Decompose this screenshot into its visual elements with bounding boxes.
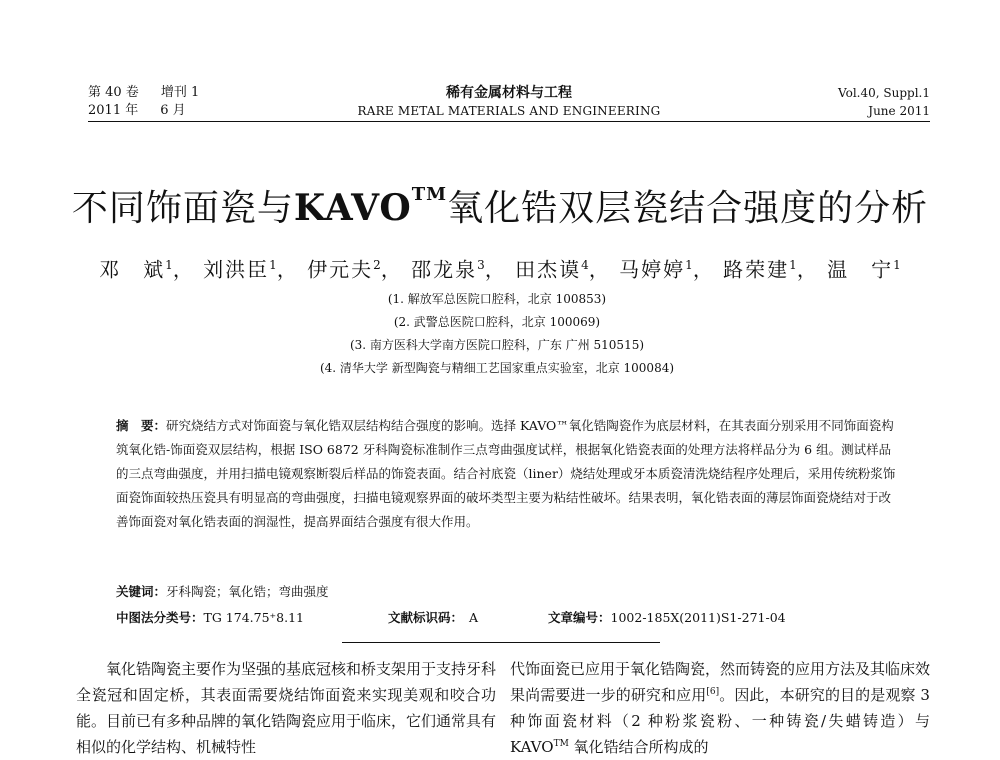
- supplement-cn: 增刊 1: [160, 85, 200, 100]
- author-name: 马婷婷: [619, 257, 686, 282]
- keywords-label: 关键词：: [116, 584, 167, 599]
- author-name: 路荣建: [723, 257, 790, 282]
- author: 马婷婷$^1$，: [619, 257, 715, 282]
- author-name: 邓 斌: [99, 257, 166, 282]
- citation-ref: [6]: [706, 687, 720, 697]
- author: [827, 252, 901, 283]
- header-center: [88, 84, 930, 120]
- title-brand: [293, 184, 448, 229]
- header-right: [838, 84, 930, 120]
- article-id-value: 1002-185X(2011)S1-271-04: [610, 610, 786, 625]
- month-cn: 6 月: [160, 103, 186, 118]
- document-code-label: 文献标识码：: [388, 610, 464, 625]
- keywords: [116, 582, 329, 602]
- title-trademark: TM: [411, 184, 448, 205]
- author-list: [0, 252, 1000, 283]
- document-code-field: [388, 608, 478, 628]
- author: 伊元夫$^2$，: [307, 257, 403, 282]
- title-brand-text: KAVO: [293, 187, 412, 229]
- volume-cn: 第 40 卷: [88, 85, 139, 100]
- clc-value: TG 174.75⁺8.11: [203, 610, 304, 625]
- abstract-text: 研究烧结方式对饰面瓷与氧化锆双层结构结合强度的影响。选择 KAVO™氧化锆陶瓷作为底层材料，在其表面分别采用不同饰面瓷构筑氧化锆-饰面瓷双层结构，根据 ISO 6872 牙科陶瓷标准制作三点弯曲强度试样，根据氧化锆瓷表面的处理方法将样品分为 6 组。测试样品的三点弯曲强度，并用扫描电镜观察断裂后样品的饰瓷表面。结合衬底瓷（liner）烧结处理或牙本质瓷清洗烧结程序处理后，采用传统粉浆饰面瓷饰面较热压瓷具有明显高的弯曲强度，扫描电镜观察界面的破坏类型主要为粘结性破坏。结果表明，氧化锆表面的薄层饰面瓷烧结对于改善饰面瓷对氧化锆表面的润湿性，提高界面结合强度有很大作用。: [116, 418, 896, 529]
- header-rule: [88, 121, 930, 122]
- abstract: [116, 414, 896, 534]
- author-affiliation-mark: 2: [373, 258, 381, 272]
- author: 邵龙泉$^3$，: [411, 257, 507, 282]
- author-affiliation-mark: 1: [165, 258, 173, 272]
- journal-title-en: RARE METAL MATERIALS AND ENGINEERING: [357, 104, 661, 118]
- author-affiliation-mark: 1: [685, 258, 693, 272]
- section-separator: [342, 642, 660, 643]
- title-post: 氧化锆双层瓷结合强度的分析: [447, 188, 929, 229]
- paper-title: [0, 186, 1000, 231]
- affiliation: (4. 清华大学 新型陶瓷与精细工艺国家重点实验室，北京 100084): [319, 361, 675, 375]
- author-affiliation-mark: 4: [581, 258, 589, 272]
- body-trademark: TM: [553, 739, 569, 749]
- affiliation: (3. 南方医科大学南方医院口腔科，广东 广州 510515): [349, 338, 645, 352]
- body-right-part-1: 代饰面瓷已应用于氧化锆陶瓷，然而铸瓷的应用方法及其临床效果尚需要进一步的研究和应用: [510, 660, 931, 704]
- body-column-right: [510, 656, 930, 760]
- author-affiliation-mark: 1: [269, 258, 277, 272]
- author: 田杰谟$^4$，: [515, 257, 611, 282]
- author-name: 刘洪臣: [203, 257, 270, 282]
- document-code-value: A: [469, 610, 479, 625]
- author-name: 邵龙泉: [411, 257, 478, 282]
- body-column-left: 氧化锆陶瓷主要作为坚强的基底冠核和桥支架用于支持牙科全瓷冠和固定桥，其表面需要烧结饰面瓷来实现美观和咬合功能。目前已有多种品牌的氧化锆陶瓷应用于临床，它们通常具有相似的化学结构、机械特性: [76, 660, 497, 756]
- journal-title-cn: 稀有金属材料与工程: [446, 85, 572, 101]
- volume-en: Vol.40, Suppl.1: [838, 86, 930, 100]
- author-name: 伊元夫: [307, 257, 374, 282]
- abstract-label: 摘 要：: [116, 418, 167, 433]
- body-right-part-3: 氧化锆结合所构成的: [568, 738, 709, 756]
- clc-field: [116, 608, 304, 628]
- body-right-part-2: 。因此，本研究的目的是观察 3 种饰面瓷材料（2 种粉浆瓷粉、一种铸瓷/失蜡铸造）与 KAVO: [510, 686, 930, 756]
- clc-label: 中图法分类号：: [116, 610, 204, 625]
- author-name: 温 宁: [827, 257, 894, 282]
- title-pre: 不同饰面瓷与: [71, 188, 294, 229]
- affiliation: (2. 武警总医院口腔科，北京 100069): [393, 315, 601, 329]
- author-name: 田杰谟: [515, 257, 582, 282]
- author: 刘洪臣$^1$，: [203, 257, 299, 282]
- author-affiliation-mark: 3: [477, 258, 485, 272]
- affiliation-list: [0, 288, 1000, 380]
- author: 路荣建$^1$，: [723, 257, 819, 282]
- keywords-text: 牙科陶瓷；氧化锆；弯曲强度: [166, 584, 329, 599]
- author-affiliation-mark: 1: [789, 258, 797, 272]
- article-id-field: [548, 608, 786, 628]
- year-cn: 2011 年: [88, 103, 139, 118]
- running-header: [88, 84, 930, 124]
- author-affiliation-mark: 1: [893, 258, 901, 272]
- article-id-label: 文章编号：: [548, 610, 611, 625]
- affiliation: (1. 解放军总医院口腔科，北京 100853): [387, 292, 607, 306]
- author: 邓 斌$^1$，: [99, 257, 195, 282]
- date-en: June 2011: [868, 104, 930, 118]
